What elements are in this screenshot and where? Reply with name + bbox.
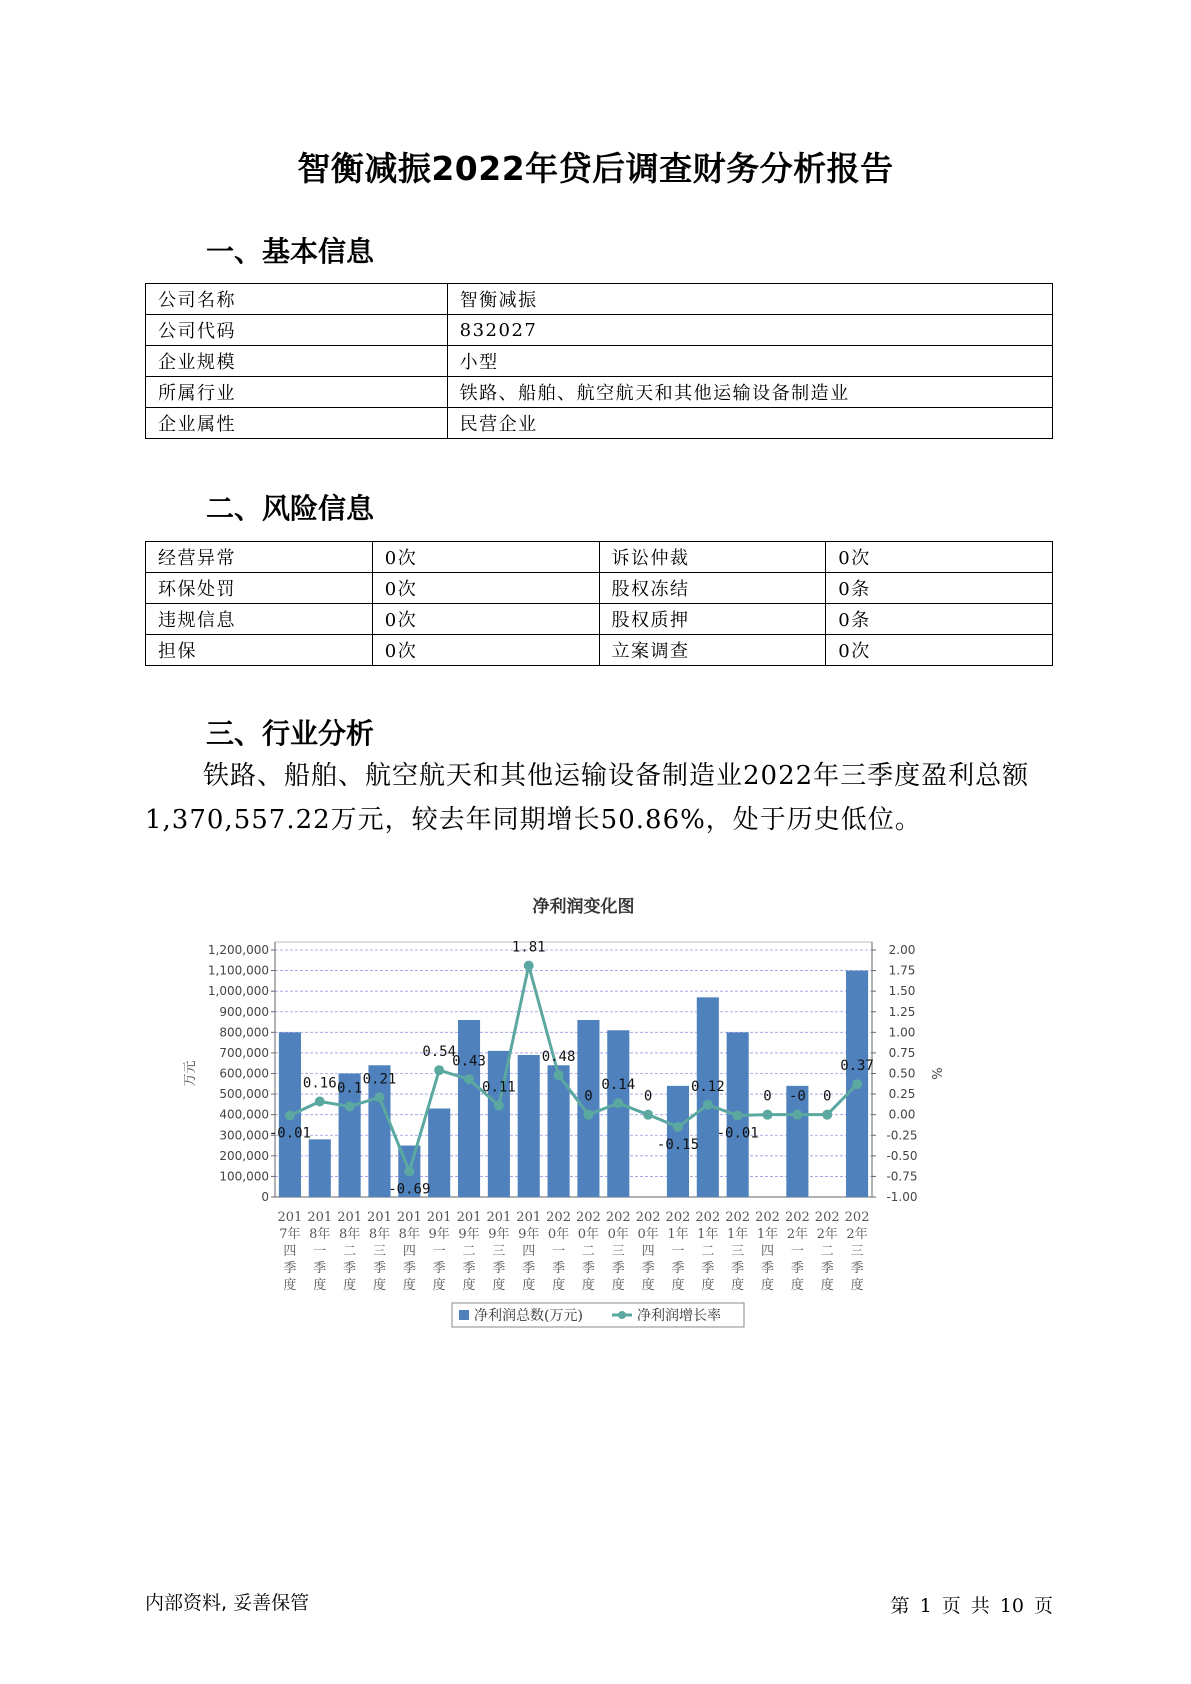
section-heading-industry-analysis: 三、行业分析: [206, 717, 375, 750]
right-axis-tick-label: -0.50: [886, 1148, 918, 1163]
x-axis-category-label: 季: [611, 1261, 625, 1276]
right-axis-tick-label: 2.00: [888, 943, 916, 957]
x-axis-category-label: 9年: [458, 1227, 480, 1242]
growth-rate-point: [583, 1110, 593, 1120]
right-axis-tick-label: 1.75: [888, 963, 916, 978]
right-axis-tick-label: 0.25: [888, 1087, 916, 1102]
growth-rate-data-label: 0.54: [422, 1044, 457, 1061]
growth-rate-data-label: 0: [763, 1088, 772, 1105]
x-axis-category-label: 季: [402, 1261, 416, 1276]
growth-rate-point: [374, 1092, 384, 1102]
x-axis-category-label: 三: [731, 1244, 745, 1259]
growth-rate-point: [315, 1096, 325, 1106]
legend-line-marker: [618, 1311, 626, 1319]
x-axis-category-label: 季: [731, 1261, 745, 1276]
x-axis-category-label: 201: [277, 1210, 303, 1225]
x-axis-category-label: 三: [372, 1244, 386, 1259]
x-axis-category-label: 202: [605, 1210, 631, 1225]
industry-analysis-paragraph: 铁路、船舶、航空航天和其他运输设备制造业2022年三季度盈利总额1,370,557.22万元，较去年同期增长50.86%，处于历史低位。: [145, 761, 1030, 835]
x-axis-category-label: 季: [701, 1261, 715, 1276]
x-axis-category-label: 四: [522, 1244, 536, 1259]
left-axis-tick-label: 1,000,000: [207, 984, 269, 999]
x-axis-category-label: 度: [790, 1278, 804, 1293]
risk-value: 0次: [372, 635, 599, 666]
chart-title: 净利润变化图: [532, 897, 635, 917]
x-axis-category-label: 度: [671, 1278, 685, 1293]
document-title: 智衡减振2022年贷后调查财务分析报告: [297, 149, 894, 188]
risk-value: 0次: [826, 635, 1053, 666]
left-axis-tick-label: 500,000: [219, 1087, 269, 1102]
growth-rate-data-label: -0: [788, 1088, 806, 1105]
right-axis-tick-label: -0.75: [886, 1169, 918, 1184]
x-axis-category-label: 季: [581, 1261, 595, 1276]
basic-info-table: [145, 283, 1053, 439]
left-axis-label: 万元: [183, 1060, 198, 1087]
x-axis-category-label: 季: [850, 1261, 864, 1276]
x-axis-category-label: 一: [790, 1244, 804, 1259]
bar: [607, 1030, 629, 1197]
net-profit-chart: [180, 885, 1040, 1335]
x-axis-category-label: 四: [283, 1244, 297, 1259]
growth-rate-data-label: -0.01: [268, 1125, 312, 1142]
risk-label: 环保处罚: [146, 573, 373, 604]
x-axis-category-label: 1年: [727, 1227, 749, 1242]
section-heading-risk-info: 二、风险信息: [206, 492, 375, 525]
x-axis-category-label: 202: [784, 1210, 810, 1225]
growth-rate-point: [643, 1110, 653, 1120]
x-axis-category-label: 季: [761, 1261, 775, 1276]
risk-label: 经营异常: [146, 542, 373, 573]
risk-value: 0次: [826, 542, 1053, 573]
left-axis-tick-label: 0: [261, 1190, 269, 1204]
x-axis-category-label: 201: [516, 1210, 542, 1225]
bar: [428, 1108, 450, 1197]
x-axis-category-label: 季: [343, 1261, 357, 1276]
x-axis-category-label: 季: [552, 1261, 566, 1276]
growth-rate-point: [703, 1100, 713, 1110]
x-axis-category-label: 度: [611, 1278, 625, 1293]
bar: [458, 1020, 480, 1197]
risk-value: 0条: [826, 604, 1053, 635]
x-axis-category-label: 度: [432, 1278, 446, 1293]
footer-page-number: 第 1 页 共 10 页: [890, 1595, 1053, 1617]
x-axis-category-label: 度: [313, 1278, 327, 1293]
growth-rate-point: [464, 1074, 474, 1084]
growth-rate-point: [554, 1070, 564, 1080]
x-axis-category-label: 201: [456, 1210, 482, 1225]
x-axis-category-label: 度: [581, 1278, 595, 1293]
growth-rate-point: [404, 1166, 414, 1176]
risk-value: 0次: [372, 542, 599, 573]
x-axis-category-label: 三: [611, 1244, 625, 1259]
risk-info-table: [145, 541, 1053, 666]
legend-bar-label: 净利润总数(万元): [474, 1308, 583, 1324]
growth-rate-point: [494, 1101, 504, 1111]
left-axis-tick-label: 600,000: [219, 1066, 269, 1081]
x-axis-category-label: 度: [492, 1278, 506, 1293]
x-axis-category-label: 1年: [667, 1227, 689, 1242]
x-axis-category-label: 二: [343, 1244, 357, 1259]
table-row: [146, 604, 1053, 635]
section-heading-basic-info: 一、基本信息: [206, 235, 375, 268]
growth-rate-point: [613, 1098, 623, 1108]
x-axis-category-label: 度: [372, 1278, 386, 1293]
growth-rate-data-label: 0.21: [362, 1071, 397, 1088]
risk-label: 诉讼仲裁: [599, 542, 826, 573]
x-axis-category-label: 度: [761, 1278, 775, 1293]
left-axis-tick-label: 800,000: [219, 1025, 269, 1040]
table-row: [146, 408, 1053, 439]
x-axis-category-label: 201: [367, 1210, 392, 1225]
x-axis-category-label: 二: [820, 1244, 834, 1259]
label-industry: 所属行业: [146, 377, 448, 408]
growth-rate-data-label: 0: [643, 1088, 653, 1105]
x-axis-category-label: 9年: [428, 1227, 450, 1242]
growth-rate-data-label: 1.81: [511, 939, 546, 956]
x-axis-category-label: 1年: [697, 1227, 719, 1242]
x-axis-category-label: 0年: [607, 1227, 629, 1242]
x-axis-category-label: 2年: [846, 1227, 868, 1242]
x-axis-category-label: 二: [462, 1244, 476, 1259]
x-axis-category-label: 度: [731, 1278, 745, 1293]
right-axis-tick-label: 1.00: [888, 1025, 916, 1040]
x-axis-category-label: 0年: [577, 1227, 600, 1242]
right-axis-label: %: [928, 1067, 943, 1080]
growth-rate-point: [345, 1101, 355, 1111]
x-axis-category-label: 季: [283, 1261, 297, 1276]
growth-rate-data-label: -0.15: [656, 1137, 700, 1154]
x-axis-category-label: 二: [701, 1244, 715, 1259]
growth-rate-data-label: 0.11: [482, 1079, 516, 1096]
risk-label: 立案调查: [599, 635, 826, 666]
x-axis-category-label: 201: [337, 1210, 363, 1225]
x-axis-category-label: 季: [671, 1261, 685, 1276]
x-axis-category-label: 202: [576, 1210, 601, 1225]
x-axis-category-label: 度: [522, 1278, 536, 1293]
risk-value: 0次: [372, 573, 599, 604]
footer-confidential-note: 内部资料, 妥善保管: [145, 1592, 310, 1614]
x-axis-category-label: 度: [402, 1278, 416, 1293]
x-axis-category-label: 度: [820, 1278, 834, 1293]
table-row: [146, 377, 1053, 408]
right-axis-tick-label: 1.25: [888, 1004, 916, 1019]
growth-rate-data-label: 0.14: [601, 1077, 636, 1094]
growth-rate-point: [434, 1065, 444, 1075]
x-axis-category-label: 二: [581, 1244, 595, 1259]
chart-svg: [180, 885, 1040, 1335]
x-axis-category-label: 度: [283, 1278, 297, 1293]
growth-rate-point: [285, 1110, 295, 1120]
label-company-code: 公司代码: [146, 315, 448, 346]
x-axis-category-label: 度: [641, 1278, 655, 1293]
left-axis-tick-label: 100,000: [219, 1169, 269, 1184]
risk-label: 股权冻结: [599, 573, 826, 604]
growth-rate-data-label: -0.69: [388, 1181, 431, 1198]
x-axis-category-label: 0年: [637, 1227, 659, 1242]
x-axis-category-label: 季: [641, 1261, 655, 1276]
x-axis-category-label: 四: [761, 1244, 775, 1259]
x-axis-category-label: 201: [307, 1210, 333, 1225]
x-axis-category-label: 度: [343, 1278, 357, 1293]
growth-rate-point: [673, 1122, 683, 1132]
x-axis-category-label: 一: [313, 1244, 327, 1259]
label-company-scale: 企业规模: [146, 346, 448, 377]
growth-rate-point: [852, 1079, 862, 1089]
x-axis-category-label: 四: [402, 1244, 416, 1259]
growth-rate-data-label: 0.43: [452, 1053, 486, 1070]
risk-value: 0次: [372, 604, 599, 635]
x-axis-category-label: 202: [695, 1210, 721, 1225]
table-row: [146, 346, 1053, 377]
x-axis-category-label: 季: [313, 1261, 327, 1276]
x-axis-category-label: 202: [635, 1210, 661, 1225]
value-company-name: 智衡减振: [447, 284, 1052, 315]
x-axis-category-label: 202: [665, 1210, 691, 1225]
table-row: [146, 573, 1053, 604]
x-axis-category-label: 季: [820, 1261, 834, 1276]
x-axis-category-label: 8年: [338, 1227, 361, 1242]
x-axis-category-label: 202: [844, 1210, 870, 1225]
x-axis-category-label: 季: [462, 1261, 476, 1276]
risk-label: 股权质押: [599, 604, 826, 635]
x-axis-category-label: 季: [372, 1261, 386, 1276]
x-axis-category-label: 2年: [786, 1227, 809, 1242]
value-company-code: 832027: [447, 315, 1052, 346]
x-axis-category-label: 202: [546, 1210, 571, 1225]
left-axis-tick-label: 1,200,000: [207, 943, 269, 957]
x-axis-category-label: 1年: [756, 1227, 779, 1242]
x-axis-category-label: 三: [850, 1244, 864, 1259]
right-axis-tick-label: 0.75: [888, 1045, 916, 1060]
x-axis-category-label: 202: [755, 1210, 780, 1225]
x-axis-category-label: 0年: [547, 1227, 570, 1242]
table-row: [146, 315, 1053, 346]
growth-rate-data-label: 0: [584, 1088, 593, 1105]
x-axis-category-label: 一: [671, 1244, 685, 1259]
x-axis-category-label: 201: [426, 1210, 452, 1225]
legend-line-label: 净利润增长率: [637, 1308, 721, 1324]
x-axis-category-label: 一: [432, 1244, 446, 1259]
x-axis-category-label: 7年: [279, 1227, 301, 1242]
value-ownership: 民营企业: [447, 408, 1052, 439]
value-company-scale: 小型: [447, 346, 1052, 377]
right-axis-tick-label: 0.00: [888, 1107, 916, 1122]
left-axis-tick-label: 1,100,000: [207, 963, 269, 978]
growth-rate-data-label: 0.37: [840, 1058, 874, 1075]
growth-rate-data-label: 0: [823, 1088, 832, 1105]
growth-rate-data-label: 0.16: [302, 1075, 337, 1092]
x-axis-category-label: 201: [486, 1210, 512, 1225]
left-axis-tick-label: 200,000: [219, 1148, 269, 1163]
legend-bar-swatch: [459, 1310, 469, 1320]
x-axis-category-label: 8年: [309, 1227, 331, 1242]
right-axis-tick-label: 0.50: [888, 1066, 916, 1081]
value-industry: 铁路、船舶、航空航天和其他运输设备制造业: [447, 377, 1052, 408]
x-axis-category-label: 度: [701, 1278, 715, 1293]
left-axis-tick-label: 900,000: [219, 1004, 269, 1019]
right-axis-tick-label: -0.25: [886, 1128, 918, 1143]
risk-label: 违规信息: [146, 604, 373, 635]
growth-rate-point: [763, 1110, 773, 1120]
x-axis-category-label: 202: [725, 1210, 751, 1225]
right-axis-tick-label: 1.50: [888, 984, 916, 999]
growth-rate-data-label: 0.1: [336, 1080, 363, 1097]
x-axis-category-label: 202: [814, 1210, 840, 1225]
bar: [577, 1020, 599, 1197]
label-ownership: 企业属性: [146, 408, 448, 439]
x-axis-category-label: 度: [462, 1278, 476, 1293]
x-axis-category-label: 8年: [398, 1227, 420, 1242]
x-axis-category-label: 2年: [816, 1227, 838, 1242]
x-axis-category-label: 度: [850, 1278, 864, 1293]
x-axis-category-label: 度: [552, 1278, 566, 1293]
bar: [518, 1055, 540, 1197]
plot-area: [275, 939, 872, 1197]
x-axis-category-label: 季: [492, 1261, 506, 1276]
x-axis-category-label: 季: [432, 1261, 446, 1276]
bar: [309, 1139, 331, 1197]
growth-rate-point: [792, 1110, 802, 1120]
table-row: [146, 635, 1053, 666]
growth-rate-data-label: 0.48: [541, 1049, 576, 1066]
x-axis-category-label: 201: [396, 1210, 422, 1225]
left-axis-tick-label: 400,000: [219, 1107, 269, 1122]
risk-value: 0条: [826, 573, 1053, 604]
x-axis-category-label: 8年: [368, 1227, 391, 1242]
x-axis-category-label: 季: [522, 1261, 536, 1276]
growth-rate-point: [822, 1110, 832, 1120]
x-axis-category-label: 四: [641, 1244, 655, 1259]
table-row: [146, 542, 1053, 573]
x-axis-category-label: 三: [492, 1244, 506, 1259]
x-axis-category-label: 9年: [488, 1227, 510, 1242]
right-axis-tick-label: -1.00: [886, 1190, 918, 1204]
growth-rate-point: [524, 961, 534, 971]
left-axis-tick-label: 300,000: [219, 1128, 269, 1143]
label-company-name: 公司名称: [146, 284, 448, 315]
growth-rate-point: [733, 1110, 743, 1120]
left-axis-tick-label: 700,000: [219, 1045, 269, 1060]
bar: [697, 997, 719, 1197]
x-axis-category-label: 一: [552, 1244, 566, 1259]
growth-rate-data-label: -0.01: [716, 1125, 759, 1142]
risk-label: 担保: [146, 635, 373, 666]
growth-rate-data-label: 0.12: [690, 1078, 725, 1095]
x-axis-category-label: 季: [790, 1261, 804, 1276]
x-axis-category-label: 9年: [518, 1227, 540, 1242]
table-row: [146, 284, 1053, 315]
